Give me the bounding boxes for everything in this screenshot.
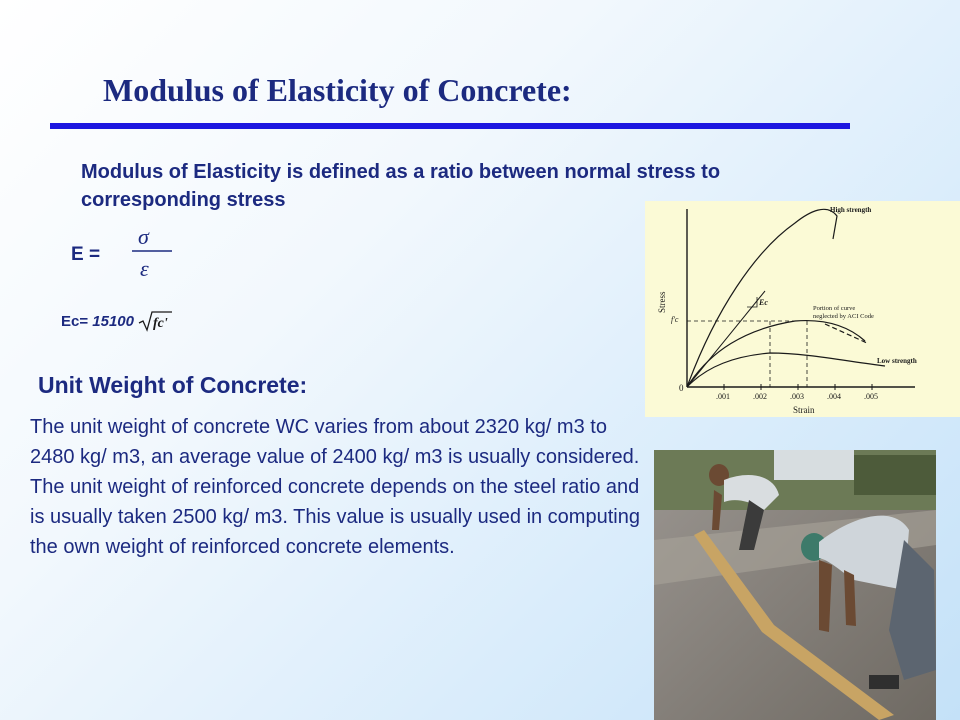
ec-radicand: fc' (153, 316, 168, 331)
high-strength-label: High strength (830, 206, 872, 214)
fraction-sigma-over-epsilon (128, 224, 178, 284)
equation-lhs: E = (71, 244, 101, 265)
origin-label: 0 (679, 383, 684, 393)
x-tick-label: .003 (790, 392, 804, 401)
square-root-symbol (138, 310, 172, 332)
x-tick-label: .005 (864, 392, 878, 401)
x-axis-label: Strain (793, 405, 815, 415)
neglected-portion-dashed (825, 324, 867, 343)
x-tick-label: .001 (716, 392, 730, 401)
low-strength-curve (687, 353, 885, 387)
ec-label: Ec= (61, 313, 93, 330)
concrete-workers-photo (654, 450, 936, 720)
unit-weight-paragraph: The unit weight of concrete WC varies from about 2320 kg/ m3 to 2480 kg/ m3, an average value of 2400 kg/ m3 is usually considered. The unit weight of reinforced concrete depends on the steel ratio and is usually taken 2500 kg/ m3. This value is usually used in computing the own weight of reinforced concrete elements. (30, 416, 640, 558)
ec-coefficient: 15100 (92, 313, 134, 330)
numerator-sigma: σ (138, 224, 149, 249)
tangent-line-ec (687, 291, 765, 387)
ec-formula (61, 304, 172, 330)
stress-strain-chart (645, 201, 960, 417)
fc-marker-label: f'c (671, 315, 679, 324)
title-underline (50, 123, 850, 129)
definition-text: Modulus of Elasticity is defined as a ratio between normal stress to corresponding stress (81, 161, 721, 211)
y-axis-label: Stress (657, 291, 667, 313)
slide-title: Modulus of Elasticity of Concrete: (103, 72, 572, 108)
x-tick-label: .002 (753, 392, 767, 401)
x-tick-label: .004 (827, 392, 841, 401)
ec-slope-label: Ec (759, 298, 768, 307)
low-strength-label: Low strength (877, 357, 917, 365)
neglected-portion-label: Portion of curve neglected by ACI Code (813, 305, 874, 320)
unit-weight-heading: Unit Weight of Concrete: (38, 372, 308, 398)
denominator-epsilon: ε (140, 256, 149, 281)
